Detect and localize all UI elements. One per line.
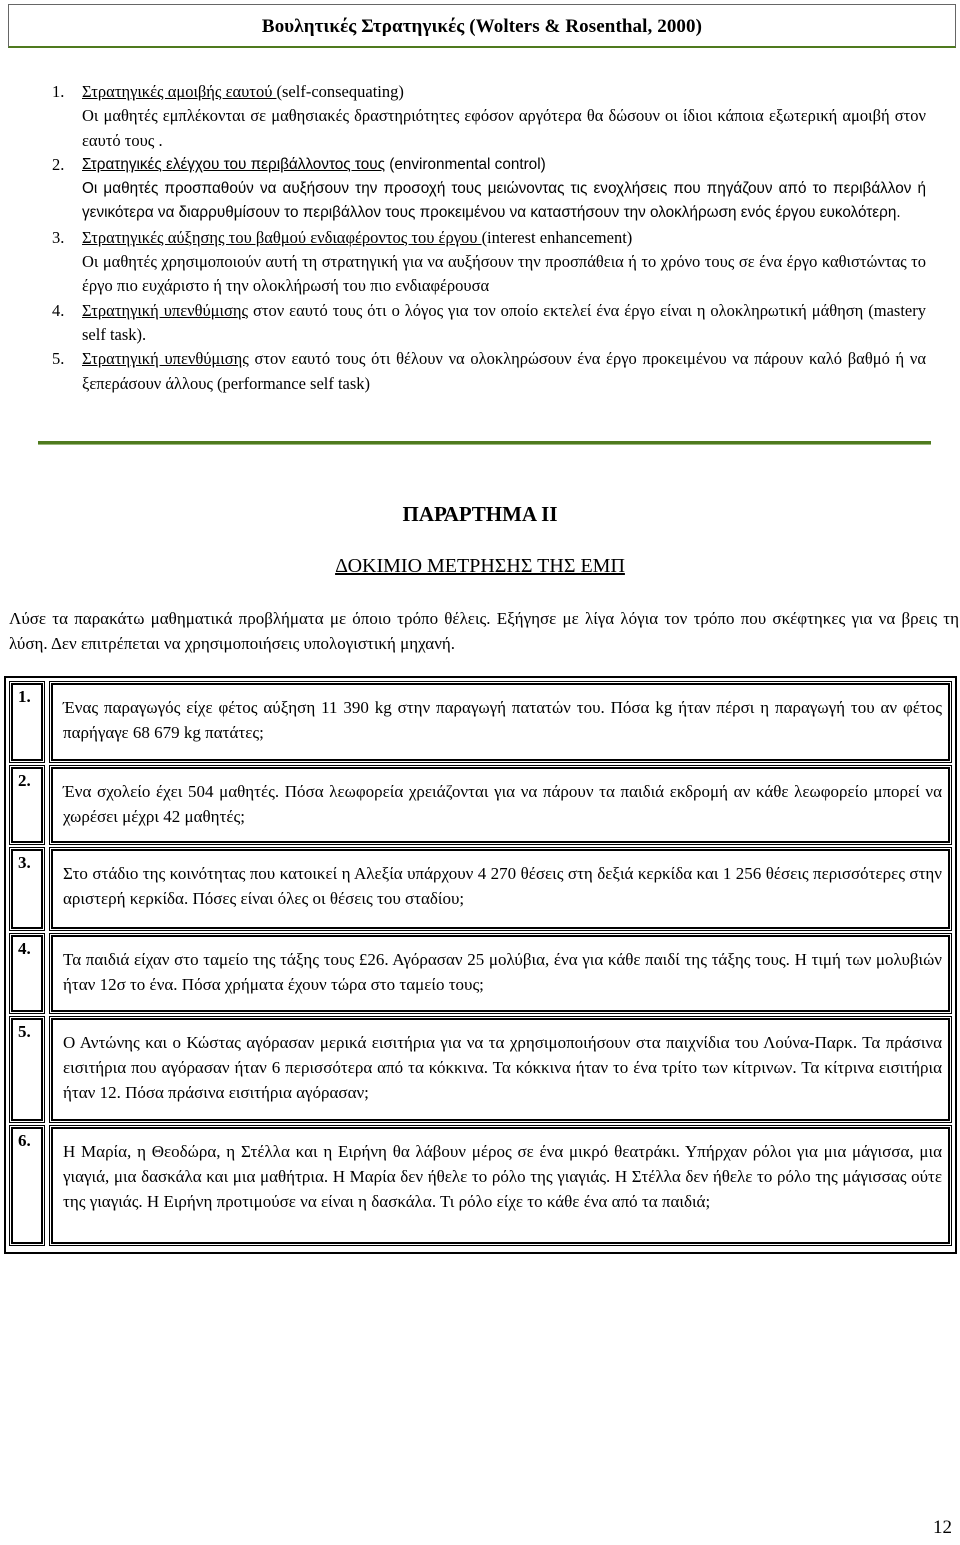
problem-text: Τα παιδιά είχαν στο ταμείο της τάξης τους £26. Αγόρασαν 25 μολύβια, ένα για κάθε παιδί της τάξης τους. Η τιμή των μολυβιών ήταν 12σ το ένα. Πόσα χρήματα έχουν τώρα στο ταμείο τους; [51,935,950,1012]
section-divider [38,441,931,445]
instructions: Λύσε τα παρακάτω μαθηματικά προβλήματα με όποιο τρόπο θέλεις. Εξήγησε με λίγα λόγια τον τρόπο που σκέφτηκες για να βρεις τη λύση. Δεν επιτρέπεται να χρησιμοποιήσεις υπολογιστική μηχανή. [9,609,959,653]
strategy-number: 2. [52,154,65,174]
strategy-number: 1. [52,82,65,101]
strategy-description: Οι μαθητές εμπλέκονται σε μαθησιακές δραστηριότητες εφόσον αργότερα θα δώσουν οι ίδιοι κάποια εξωτερική αμοιβή στον εαυτό τους . [82,106,926,150]
strategy-suffix: (environmental control) [385,155,546,173]
strategy-number: 3. [52,227,65,247]
problem-text: Ένας παραγωγός είχε φέτος αύξηση 11 390 kg στην παραγωγή πατατών του. Πόσα kg ήταν πέρσι η παραγωγή του αν φέτος παρήγαγε 68 679 kg πατάτες; [51,683,950,761]
strategy-suffix: στον εαυτό τους ότι ο λόγος για τον οποίο εκτελεί ένα έργο είναι η ολοκληρωτική μάθηση (mastery self task). [82,300,926,344]
strategy-item [52,299,926,348]
problem-number: 2. [11,767,43,843]
problem-row [11,767,950,843]
strategy-suffix: στον εαυτό τους ότι θέλουν να ολοκληρώσουν ένα έργο προκειμένου να πάρουν καλό βαθμό ή να ξεπεράσουν άλλους (performance self task) [82,349,926,393]
problem-row [11,849,950,929]
problem-text: Ο Αντώνης και ο Κώστας αγόρασαν μερικά εισιτήρια για να τα χρησιμοποιήσουν στα παιχνίδια του Λούνα-Παρκ. Τα πράσινα εισιτήρια που αγόρασαν ήταν 6 περισσότερα από τα κόκκινα. Τα κόκκινα ήταν το ένα τρίτο των κίτρινων. Τα κίτρινα εισιτήρια ήταν 12. Πόσα πράσινα εισιτήρια αγόρασαν; [51,1018,950,1121]
problem-number: 5. [11,1018,43,1121]
strategy-number: 5. [52,349,65,369]
problem-number: 1. [11,683,43,761]
strategy-description: Οι μαθητές χρησιμοποιούν αυτή τη στρατηγική για να αυξήσουν την προσπάθεια ή το χρόνο τους σε ένα έργο καθιστώντας το έργο πιο ευχάριστο ή την ολοκλήρωσή του πιο ενδιαφέρουσα [82,252,926,296]
strategy-description: Οι μαθητές προσπαθούν να αυξήσουν την προσοχή τους μειώνοντας τις ενοχλήσεις που πηγάζουν από το περιβάλλον ή γενικότερα να διαρρυθμίσουν το περιβάλλον τους προκειμένου να καταστήσουν την ολοκλήρωση ενός έργου ευκολότερη. [82,180,926,222]
strategy-item [52,226,926,299]
problem-row [11,935,950,1012]
problems-table [4,676,957,1254]
page-title: Βουλητικές Στρατηγικές (Wolters & Rosenthal, 2000) [261,16,703,37]
problem-text: Ένα σχολείο έχει 504 μαθητές. Πόσα λεωφορεία χρειάζονται για να πάρουν τα παιδιά εκδρομή αν κάθε λεωφορείο μπορεί να χωρέσει μέχρι 42 μαθητές; [51,767,950,843]
test-title [0,555,960,578]
problem-text: Η Μαρία, η Θεοδώρα, η Στέλλα και η Ειρήνη θα λάβουν μέρος σε ένα μικρό θεατράκι. Υπήρχαν ρόλοι για μια μάγισσα, μια γιαγιά, μια δασκάλα και μια μαθήτρια. Η Μαρία δεν ήθελε το ρόλο της γιαγιάς. Η Στέλλα δεν ήθελε το ρόλο της μάγισσας ούτε της γιαγιάς. Η Ειρήνη προτιμούσε να είναι η δασκάλα. Τι ρόλο είχε το κάθε ένα από τα παιδιά; [51,1127,950,1244]
strategy-title: Στρατηγικές αμοιβής εαυτού [82,82,277,101]
problem-number: 4. [11,935,43,1012]
strategy-suffix: (self-consequating) [276,82,404,101]
strategy-item [52,347,926,396]
strategy-suffix: (interest enhancement) [481,227,633,247]
page-number: 12 [933,1517,952,1538]
problem-text: Στο στάδιο της κοινότητας που κατοικεί η Αλεξία υπάρχουν 4 270 θέσεις στη δεξιά κερκίδα και 1 256 θέσεις περισσότερες στην αριστερή κερκίδα. Πόσες είναι όλες οι θέσεις του σταδίου; [51,849,950,929]
problem-row [11,683,950,761]
header-box [8,4,956,48]
strategy-title: Στρατηγικές αύξησης του βαθμού ενδιαφέροντος του έργου [82,227,482,247]
strategy-title: Στρατηγική υπενθύμισης [82,300,249,320]
strategies-list [52,80,926,396]
strategy-title: Στρατηγικές ελέγχου του περιβάλλοντος τους [82,155,385,173]
strategy-item [52,153,926,226]
strategy-title: Στρατηγική υπενθύμισης [82,349,249,369]
problem-number: 3. [11,849,43,929]
problem-number: 6. [11,1127,43,1244]
problem-row [11,1127,950,1244]
test-title-text: ΔΟΚΙΜΙΟ ΜΕΤΡΗΣΗΣ ΤΗΣ ΕΜΠ [335,555,625,577]
strategy-number: 4. [52,300,65,320]
problem-row [11,1018,950,1121]
strategy-item [52,80,926,153]
appendix-title: ΠΑΡΑΡΤΗΜΑ ΙΙ [402,502,558,526]
